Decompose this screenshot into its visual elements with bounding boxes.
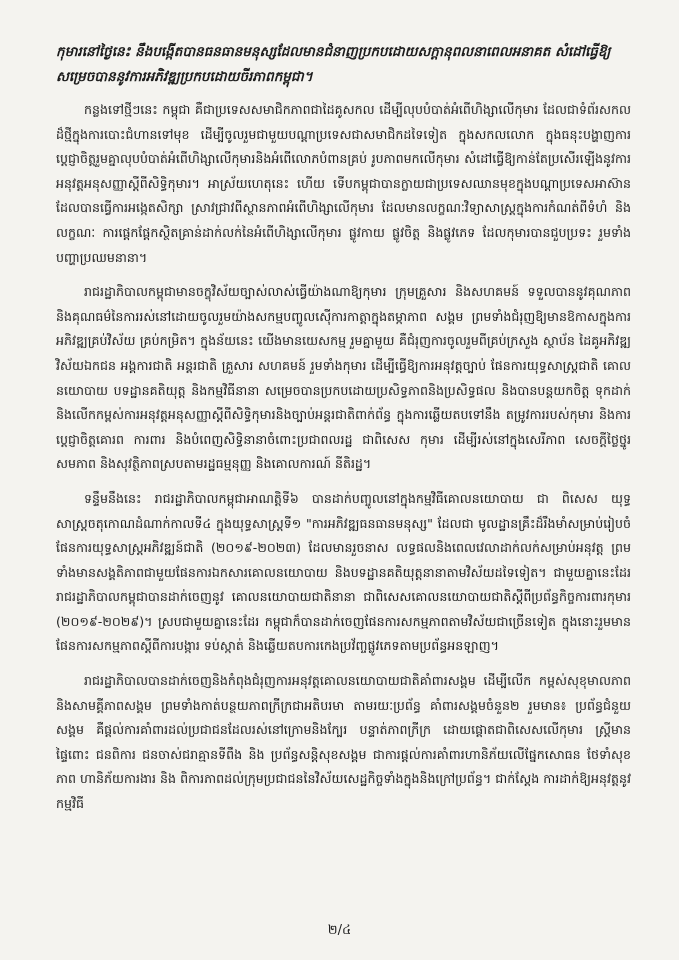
paragraph-2: រាជរដ្ឋាភិបាលកម្ពុជាមានចក្ខុវិស័យច្បាស់លាស់ធ្វើយ៉ាងណាឱ្យកុមារ ក្រុមគ្រួសារ និងសហគមន៍ ទទួលបាននូវគុណភាពនិងគុណធម៌នៃការរស់នៅដោយចូលរួមយ៉ាងសកម្មបញ្ចូលស៊ើការកាត្តាក្នុងតម្កាភាព សង្គម ព្រមទាំងជំរុញឱ្យមានឱកាសក្នុងការអភិវឌ្ឍគ្រប់វិស័យ គ្រប់កម្រិត។ ក្នុងន័យនេះ យើងមានយេសកម្ម រួមគ្នាមួយ គឺជំរុញការចូលរួមពីគ្រប់ក្រសួង ស្ថាប័ន ដៃគូអភិវឌ្ឍ វិស័យឯកជន អង្គការជាតិ អន្តរជាតិ គ្រួសារ សហគមន៍ រួមទាំងកុមារ ដើម្បីធ្វើឱ្យការអនុវត្តច្បាប់ ផែនការយុទ្ធសាស្ត្រជាតិ គោលនយោបាយ បទដ្ឋានគតិយុត្ត និងកម្មវិធីនានា សម្រេចបានប្រកបដោយប្រសិទ្ធភាពនិងប្រសិទ្ធផល និងបានបន្ដយកចិត្ត ទុកដាក់និងលើកកម្ពស់ការអនុវត្តអនុសញ្ញាស្ដីពីសិទ្ធិកុមារនិងច្បាប់អន្តរជាតិពាក់ព័ន្ធ ក្នុងការឆ្លើយតបទៅនឹង តម្រូវការរបស់កុមារ និងការប្ដេជ្ញាចិត្តគោរព ការពារ និងបំពេញសិទ្ធិនានាចំពោះប្រជាពលរដ្ឋ ជាពិសេស កុមារ ដើម្បីរស់នៅក្នុងសេរីភាព សេចក្ដីថ្លៃថ្នូរ សមភាព និងសុវត្ថិភាពស្របតាមរដ្ឋធម្មនុញ្ញ និងគោលការណ៍ នីតិរដ្ឋ។ (56, 284, 631, 472)
paragraph-1: កន្លងទៅថ្មីៗនេះ កម្ពុជា គឺជាប្រទេសសមាជិកភាពជាដៃគូសកល ដើម្បីលុបបំបាត់អំពើហិង្សាលើកុមារ ដែលជាទំព័រសកលដ៏ថ្មីក្នុងការបោះជំហានទៅមុខ ដើម្បីចូលរួមជាមួយបណ្ដាប្រទេសជាសមាជិកដទៃទៀត ក្នុងសកលលោក ក្នុងធនុះបង្ហាញការប្ដេជ្ញាចិត្តរួមគ្នាលុបបំបាត់អំពើហិង្សាលើកុមារនិងអំពើលោភបំពានគ្រប់ រូបភាពមកលើកុមារ សំដៅធ្វើឱ្យកាន់តែប្រសើរឡើងនូវការអនុវត្តអនុសញ្ញាស្ដីពីសិទ្ធិកុមារ។ អាស្រ័យហេតុនេះ ហើយ ទើបកម្ពុជាបានក្លាយជាប្រទេសឈានមុខក្នុងបណ្ដាប្រទេសអាស៊ាន ដែលបានធ្វើការអង្កេតសិក្សា ស្រាវជ្រាវពីស្ថានភាពអំពើហិង្សាលើកុមារ ដែលមានលក្ខណៈវិទ្យាសាស្ត្រក្នុងការកំណត់ពីទំហំ និងលក្ខណៈ ការផ្ដេកផ្ដែកស្ថិតគ្រាន់ដាក់លក់នៃអំពើហិង្សាលើកុមារ ផ្លូវកាយ ផ្លូវចិត្ត និងផ្លូវភេទ ដែលកុមារបានជួបប្រទះ រួមទាំង បញ្ហាប្រឈមនានា។ (56, 102, 631, 265)
section-heading: កុមារនៅថ្ងៃនេះ នឹងបង្កើតបានធនធានមនុស្សដែលមានជំនាញប្រកបដោយសក្តានុពលនាពេលអនាគត សំដៅធ្វើឱ្យសម្រេចបាននូវការអភិវឌ្ឍប្រកបដោយចីរភាពកម្ពុជា។ (56, 44, 611, 85)
page-number: ២/៤ (327, 923, 352, 938)
paragraph-3: ទន្ទឹមនឹងនេះ រាជរដ្ឋាភិបាលកម្ពុជាអាណត្តិទី៦ បានដាក់បញ្ចូលនៅក្នុងកម្មវិធីគោលនយោបាយ ជា ពិសេស យុទ្ធសាស្ត្រចតុកោណដំណាក់កាលទី៤ ក្នុងយុទ្ធសាស្ត្រទី១ "ការអភិវឌ្ឍធនធានមនុស្ស" ដែលជា មូលដ្ឋានគ្រឹះដ៏រឹងមាំសម្រាប់រៀបចំផែនការយុទ្ធសាស្ត្រអភិវឌ្ឍន៍ជាតិ (២០១៩-២០២៣) ដែលមានរួចនាស លទ្ធផលនិងពេលវេលាដាក់លក់សម្រាប់អនុវត្ត ព្រមទាំងមានសង្គតិភាពជាមួយផែនការឯកសារគោលនយោបាយ និងបទដ្ឋានគតិយុត្តនានាតាមវិស័យដទៃទៀត។ ជាមួយគ្នានេះដែរ រាជរដ្ឋាភិបាលកម្ពុជាបានដាក់ចេញនូវ គោលនយោបាយជាតិនានា ជាពិសេសគោលនយោបាយជាតិស្ដីពីប្រព័ន្ធកិច្ចការពារកុមារ (២០១៩-២០២៩)។ ស្របជាមួយគ្នានេះដែរ កម្ពុជាក៏បានដាក់ចេញផែនការសកម្មភាពតាមវិស័យជាច្រើនទៀត ក្នុងនោះរួមមាន ផែនការសកម្មភាពស្ដីពីការបង្ការ ទប់ស្កាត់ និងឆ្លើយតបការកេងប្រវ័ញ្ចផ្លូវភេទតាមប្រព័ន្ធអនឡាញ។ (56, 490, 631, 654)
paragraph-4: រាជរដ្ឋាភិបាលបានដាក់ចេញនិងកំពុងជំរុញការអនុវត្តគោលនយោបាយជាតិគាំពារសង្គម ដើម្បីលើក កម្ពស់សុខុមាលភាពនិងសាមគ្គីភាពសង្គម ព្រមទាំងកាត់បន្ថយភាពក្រីក្រជាអតិបរមា តាមរយៈប្រព័ន្ធ គាំពារសង្គមចំនួន២ រួមមាន៖ ប្រព័ន្ធជំនួយសង្គម គឺផ្ដល់ការគាំពារដល់ប្រជាជនដែលរស់នៅក្រោមនិងក្បែរ បន្ទាត់ភាពក្រីក្រ ដោយផ្ដោតជាពិសេសលើកុមារ ស្ត្រីមានផ្ទៃពោះ ជនពិការ ជនចាស់ជរាគ្មានទីពឹង និង ប្រព័ន្ធសន្តិសុខសង្គម ជាការផ្ដល់ការគាំពារហានិភ័យលើផ្នែកសោធន ថែទាំសុខភាព ហានិភ័យការងារ និង ពិការភាពដល់ក្រុមប្រជាជននៃវិស័យសេដ្ឋកិច្ចទាំងក្នុងនិងក្រៅប្រព័ន្ធ។ ជាក់ស្ដែង ការដាក់ឱ្យអនុវត្តនូវកម្មវិធី (56, 673, 631, 812)
